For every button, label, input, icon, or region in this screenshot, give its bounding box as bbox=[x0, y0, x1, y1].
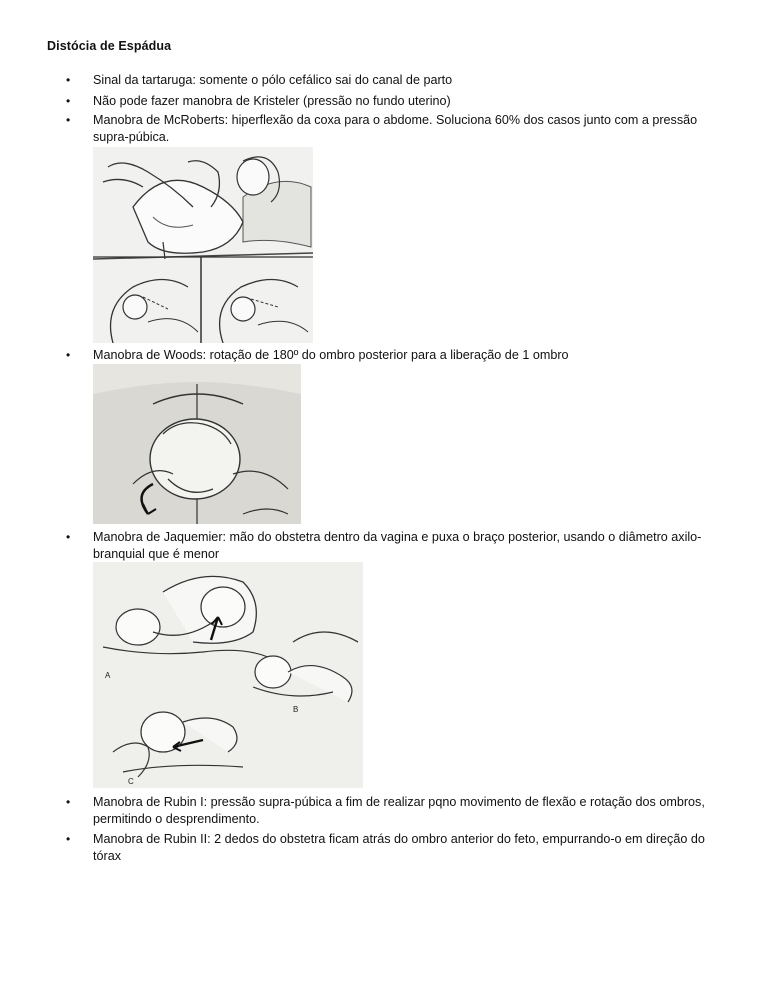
document-title: Distócia de Espádua bbox=[47, 39, 172, 53]
bullet-marker bbox=[66, 348, 70, 362]
panel-label-c: C bbox=[128, 777, 134, 786]
woods-illustration bbox=[93, 364, 301, 524]
list-item: Manobra de Jaquemier: mão do obstetra dentro da vagina e puxa o braço posterior, usando o diâmetro axilo-branquial que é menor bbox=[93, 530, 702, 561]
list-item: Manobra de McRoberts: hiperflexão da coxa para o abdome. Soluciona 60% dos casos junto com a pressão supra-púbica. bbox=[93, 113, 698, 144]
list-item: Manobra de Rubin I: pressão supra-púbica a fim de realizar pqno movimento de flexão e rotação dos ombros, permitindo o desprendimento. bbox=[93, 795, 705, 826]
jaquemier-illustration bbox=[93, 562, 363, 788]
list-item: Sinal da tartaruga: somente o pólo cefálico sai do canal de parto bbox=[93, 73, 453, 87]
panel-label-b: B bbox=[293, 705, 299, 714]
list-item: Não pode fazer manobra de Kristeler (pressão no fundo uterino) bbox=[93, 94, 451, 108]
panel-label-a: A bbox=[105, 671, 111, 680]
bullet-marker bbox=[66, 530, 70, 544]
mcroberts-illustration bbox=[93, 147, 313, 343]
bullet-marker bbox=[66, 73, 70, 87]
bullet-marker bbox=[66, 94, 70, 108]
bullet-marker bbox=[66, 832, 70, 846]
bullet-marker bbox=[66, 113, 70, 127]
list-item: Manobra de Rubin II: 2 dedos do obstetra ficam atrás do ombro anterior do feto, empurrando-o em direção do tórax bbox=[93, 832, 705, 863]
list-item: Manobra de Woods: rotação de 180º do ombro posterior para a liberação de 1 ombro bbox=[93, 348, 569, 362]
bullet-marker bbox=[66, 795, 70, 809]
